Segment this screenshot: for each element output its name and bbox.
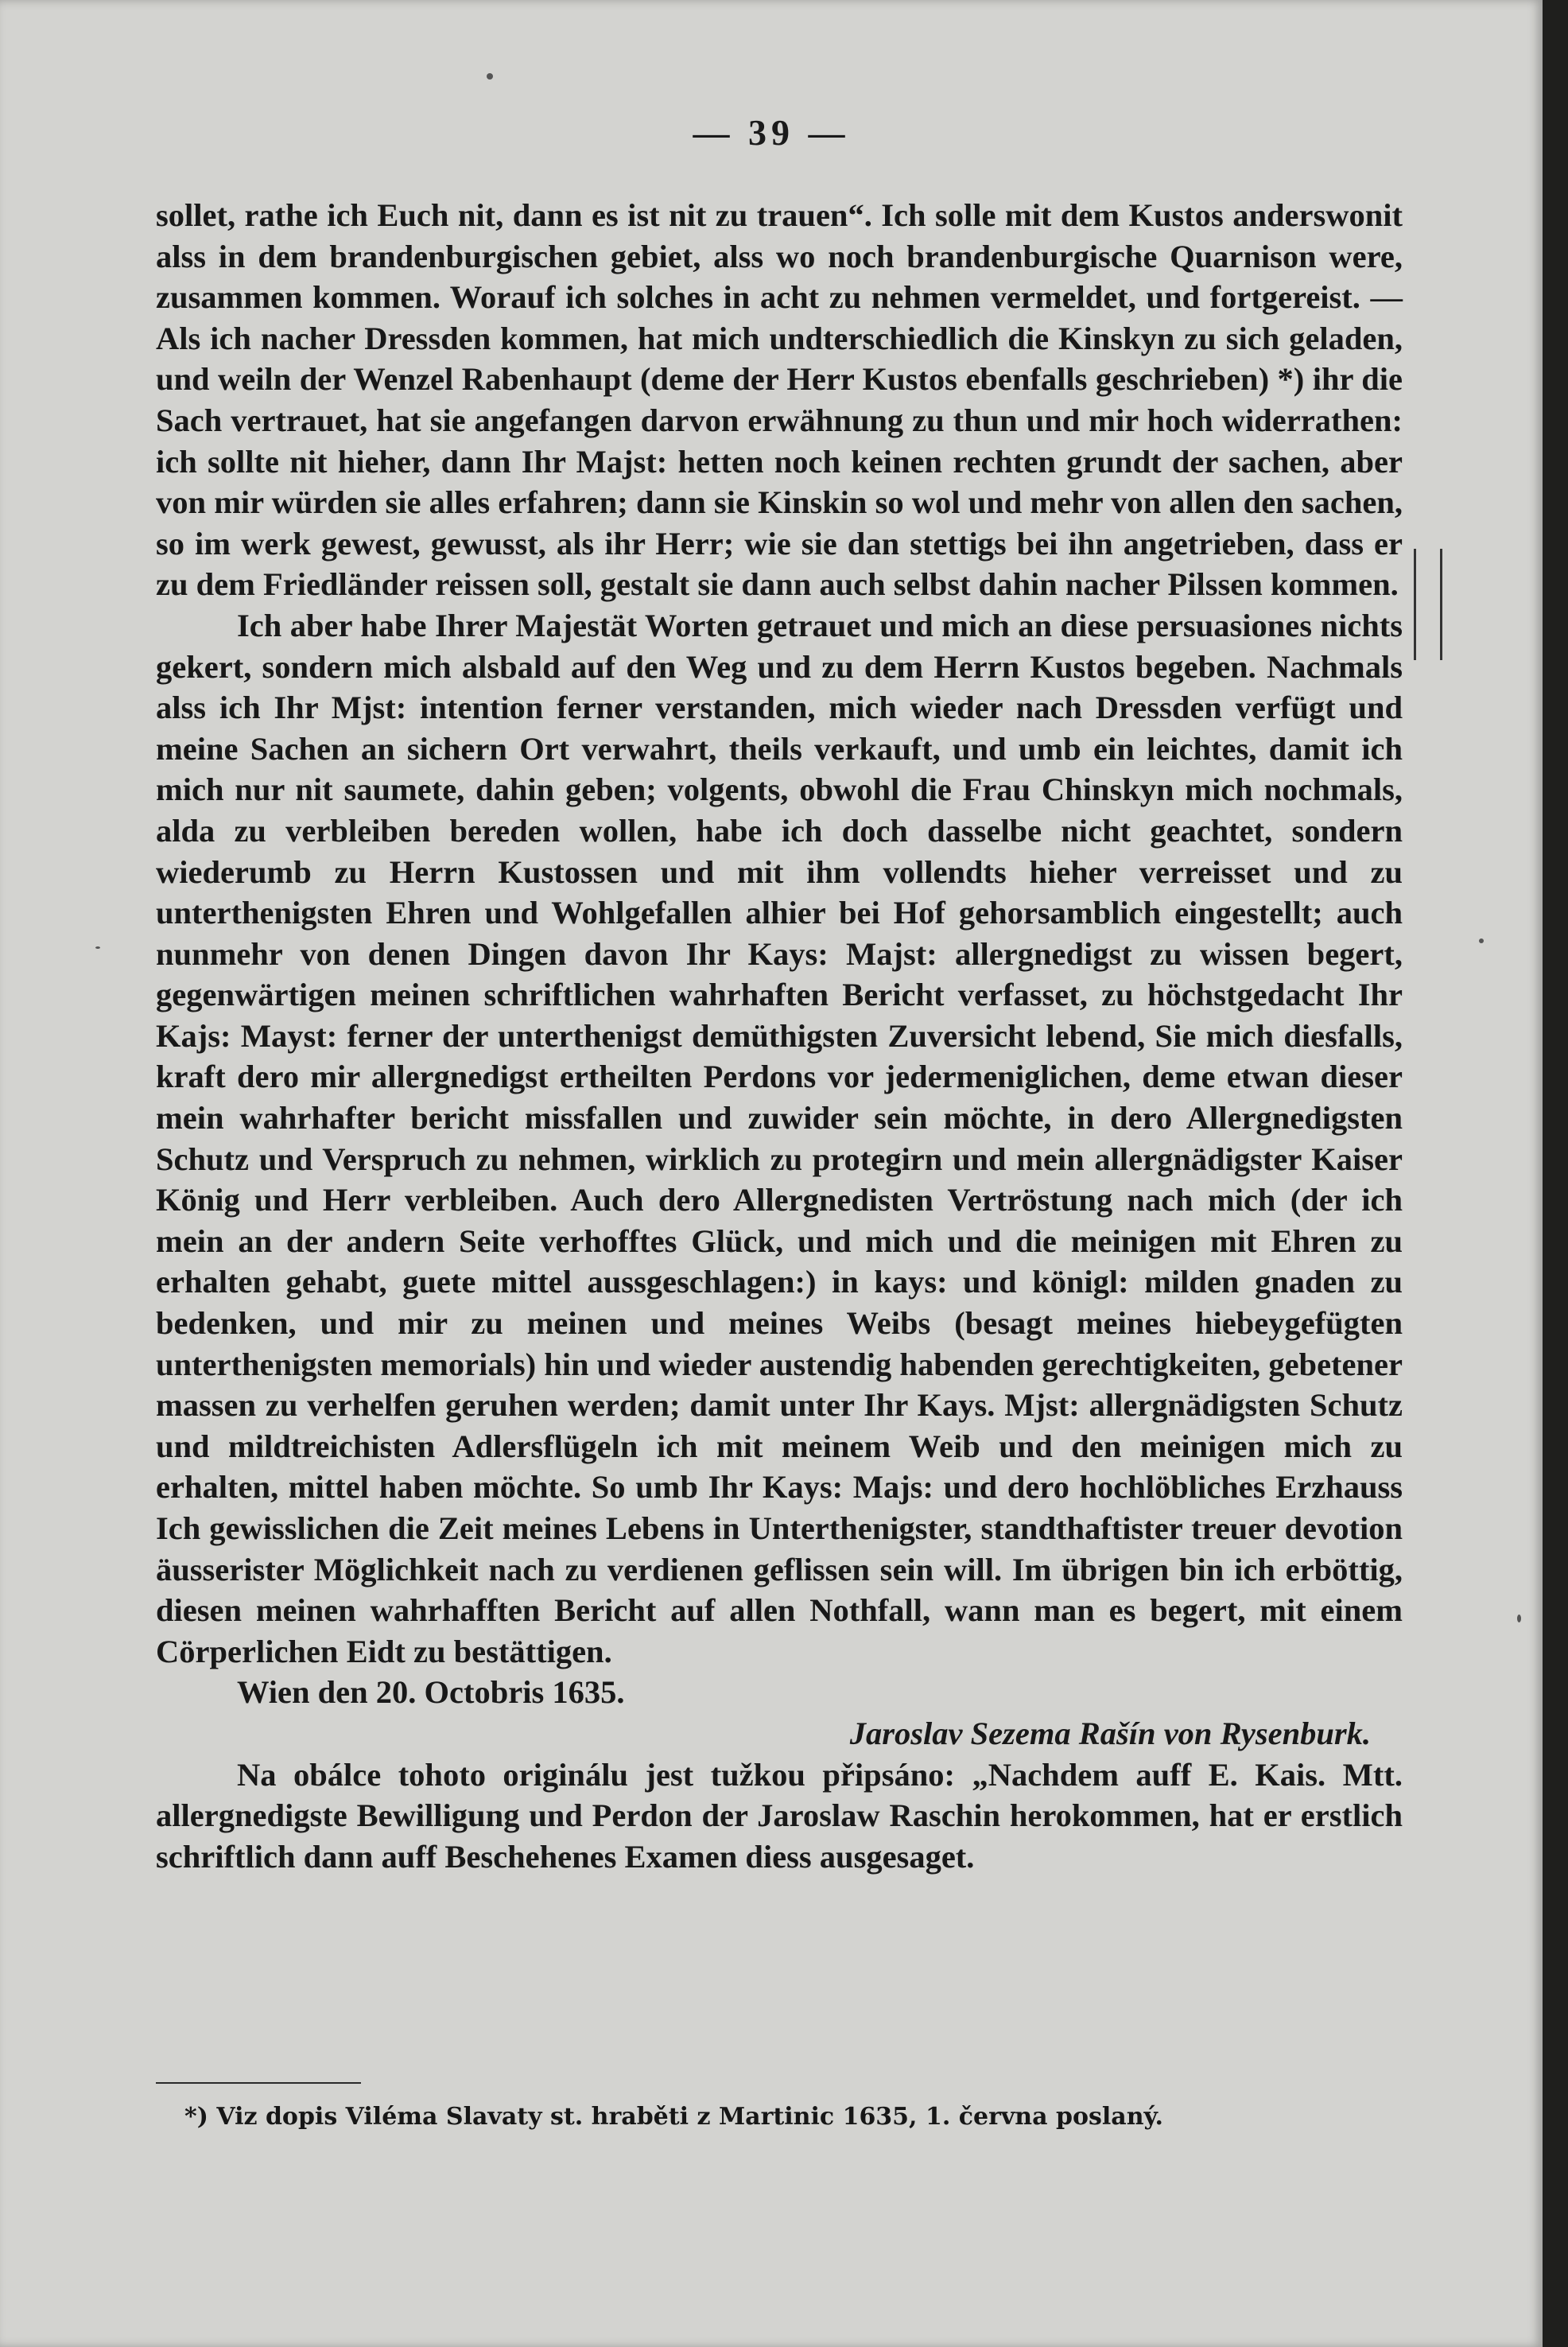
paragraph-2: Ich aber habe Ihrer Majestät Worten getrauet und mich an diese persuasiones nichts gekert, sondern mich alsbald auf den Weg und zu dem Herrn Kustos begeben. Nachmals alss ich Ihr Mjst: intention ferner verstanden, mich wieder nach Dressden verfügt und meine Sachen an sichern Ort verwahrt, theils verkauft, und umb ein leichtes, damit ich mich nur nit saumete, dahin geben; volgents, obwohl die Frau Chinskyn mich nochmals, alda zu verbleiben bereden wollen, habe ich doch dasselbe nicht geachtet, sondern wiederumb zu Herrn Kustossen und mit ihm vollendts hieher verreisset und zu unterthenigsten Ehren und Wohlgefallen alhier bei Hof gehorsamblich eingestellt; auch nunmehr von denen Dingen davon Ihr Kays: Majst: allergnedigst zu wissen begert, gegenwärtigen meinen schriftlichen wahrhaften Bericht verfasset, zu höchstgedacht Ihr Kajs: Mayst: ferner der unterthenigst demüthigsten Zuversicht lebend, Sie mich diesfalls, kraft dero mir allergnedigst ertheilten Perdons vor jedermeniglichen, deme etwan dieser mein wahrhafter bericht missfallen und zuwider sein möchte, in dero Allergnedigsten Schutz und Verspruch zu nehmen, wirklich zu protegirn und mein allergnädigster Kaiser König und Herr verbleiben. Auch dero Allergnedisten Vertröstung nach mich (der ich mein an der andern Seite verhofftes Glück, und mich und die meinigen mit Ehren zu erhalten gehabt, guete mittel aussgeschlagen:) in kays: und königl: milden gnaden zu bedenken, und mir zu meinen und meines Weibs (besagt meines hiebeygefügten unterthenigsten memorials) hin und wieder austendig habenden gerechtigkeiten, gebetener massen zu verhelfen geruhen werden; damit unter Ihr Kays. Mjst: allergnädigsten Schutz und mildtreichisten Adlersflügeln ich mit meinem Weib und den meinigen mich zu erhalten, mittel haben möchte. So umb Ihr Kays: Majs: und dero hochlöbliches Erzhauss Ich gewisslichen die Zeit meines Lebens in Unterthenigster, standthaftister treuer devotion äusserister Möglichkeit nach zu verdienen geflissen sein will. Im übrigen bin ich erböttig, diesen meinen wahrhafften Bericht auf allen Nothfall, wann man es begert, mit einem Cörperlichen Eidt zu bestättigen. [156,607,1403,1669]
paragraph-1: sollet, rathe ich Euch nit, dann es ist nit zu trauen“. Ich solle mit dem Kustos anderswonit alss in dem brandenburgischen gebiet, alss wo noch brandenburgische Quarnison were, zusammen kommen. Worauf ich solches in acht zu nehmen vermeldet, und fortgereist. — Als ich nacher Dressden kommen, hat mich undterschiedlich die Kinskyn zu sich geladen, und weiln der Wenzel Rabenhaupt (deme der Herr Kustos ebenfalls geschrieben) *) ihr die Sach vertrauet, hat sie angefangen darvon erwähnung zu thun und mir hoch widerrathen: ich sollte nit hieher, dann Ihr Majst: hetten noch keinen rechten grundt der sachen, aber von mir würden sie alles erfahren; dann sie Kinskin so wol und mehr von allen den sachen, so im werk gewest, gewusst, als ihr Herr; wie sie dan stettigs bei ihn angetrieben, dass er zu dem Friedländer reissen soll, gestalt sie dann auch selbst dahin nacher Pilssen kommen. [156,197,1403,603]
paper-speck [95,946,100,949]
signature: Jaroslav Sezema Rašín von Rysenburk. [849,1715,1371,1751]
note-paragraph: Na obálce tohoto originálu jest tužkou připsáno: „Nachdem auff E. Kais. Mtt. allergnedigste Bewilligung und Perdon der Jaroslaw Raschin herokommen, hat er erstlich schriftlich dann auff Beschehenes Examen diess ausgesaget. [156,1756,1403,1875]
footnote-divider [156,2082,361,2084]
paper-speck [487,73,493,80]
paper-speck [1479,938,1484,943]
body-text [156,195,1403,1877]
footnote: *) Viz dopis Viléma Slavaty st. hraběti z Martinic 1635, 1. června poslaný. [184,2103,1163,2131]
date-line: Wien den 20. Octobris 1635. [237,1674,625,1711]
paper-speck [1517,1615,1521,1622]
page-number: — 39 — [693,112,850,153]
margin-pencil-mark [1414,549,1442,660]
page-edge-shadow [1543,0,1568,2347]
